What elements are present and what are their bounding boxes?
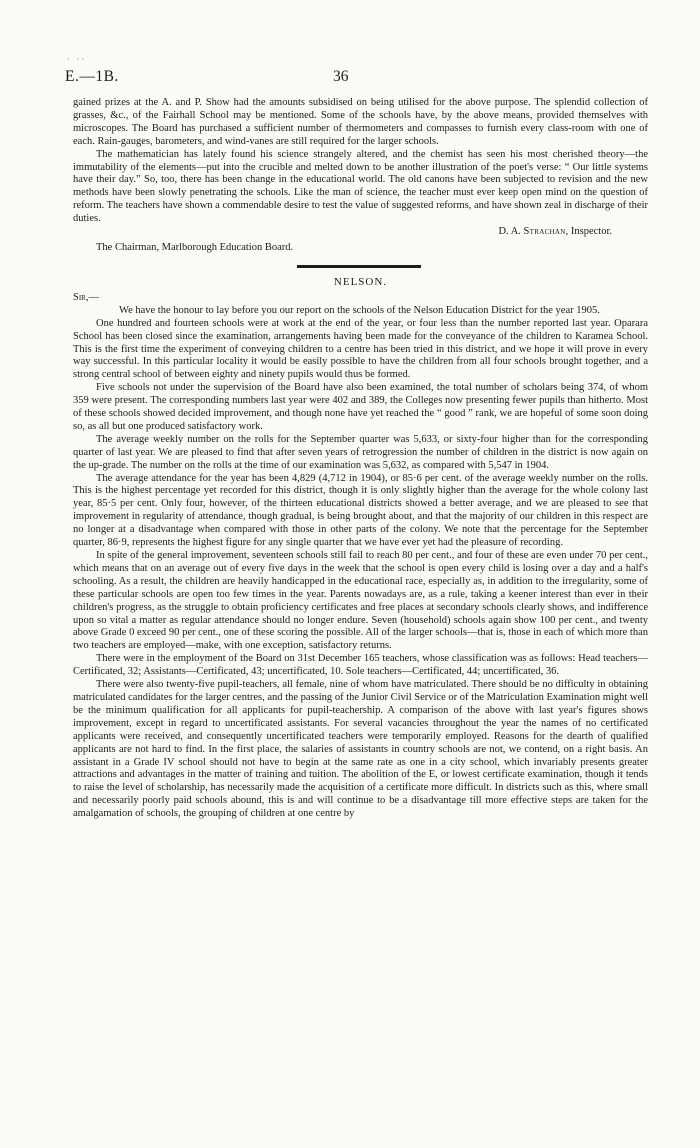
margin-specks: · ·· <box>67 54 87 64</box>
nelson-paragraph: In spite of the general improvement, seventeen schools still fail to reach 80 per cent., and four of these are even under 70 per cent., which means that on an average out of every five days in the week that the school is open every child is losing over a day and a half's schooling. As a result, the children are heavily handicapped in the educational race, especially as, in addition to the irregularity, some of these particular schools are open too few times in the year. Parents nowadays are, as a rule, taking a keener interest than ever in their children's progress, as the struggle to obtain proficiency certificates and free places at secondary schools clearly shows, and indifference upon so vital a matter as regular attendance should no longer endure. Seven (household) schools again show 100 per cent., and twenty above Grade 0 exceed 90 per cent., one of these scoring the possible. All of the larger schools—that is, those in each of which more than two teachers are employed—make, with one exception, satisfactory returns. <box>73 550 648 652</box>
nelson-paragraph: We have the honour to lay before you our report on the schools of the Nelson Education District for the year 1905. <box>119 304 600 316</box>
marlborough-paragraph: gained prizes at the A. and P. Show had the amounts subsidised on being utilised for the above purpose. The splendid collection of grasses, &c., of the Fairhall School may be mentioned. Some of the schools have, by the above means, provided themselves with microscopes. The Board has purchased a sufficient number of thermometers and compasses to furnish every class-room with one of each. Rain-gauges, barometers, and wind-vanes are still required for the larger schools. <box>73 97 648 147</box>
body-column <box>73 97 648 821</box>
signature-name: Strachan <box>523 226 566 238</box>
section-title-nelson: NELSON. <box>333 275 388 288</box>
addressee: The Chairman, Marlborough Education Board. <box>96 241 294 253</box>
document-reference: E.—1B. <box>65 68 119 85</box>
nelson-paragraph: Five schools not under the supervision of the Board have also been examined, the total number of scholars being 374, of whom 359 were present. The corresponding numbers last year were 402 and 389, the Colleges now presenting fewer pupils than hitherto. Most of these schools showed decided improvement, and though none have yet reached the “ good ” rank, we are hopeful of some soon doing so, as all but one produced satisfactory work. <box>73 382 648 432</box>
section-divider <box>297 265 421 268</box>
marlborough-paragraph: The mathematician has lately found his science strangely altered, and the chemist has seen his most cherished theory—the immutability of the elements—put into the crucible and melted down to be another illustration of the poet's verse: “ Our little systems have their day.” So, too, there has been change in the educational world. The old canons have been subjected to revision and the new methods have been slowly penetrating the schools. Like the man of science, the teacher must ever keep open mind on the question of reform. The teachers have shown a commendable desire to test the value of suggested reforms, and have shown zeal in discharge of their duties. <box>73 148 648 225</box>
page-header <box>65 54 650 88</box>
signature-initials: D. A. <box>498 226 521 238</box>
page-number: 36 <box>333 68 349 85</box>
nelson-paragraph: One hundred and fourteen schools were at work at the end of the year, or four less than the number reported last year. Oparara School has been closed since the examination, arrangements having been made for the conveyance of the children to Karamea School. This is the first time the experiment of conveying children to a centre has been tried in this district, and we hope it will prove in every way successful. In this particular locality it would be easily possible to have the children from all four schools brought together, and a strong central school of between eighty and ninety pupils would thus be formed. <box>73 317 648 381</box>
nelson-paragraph: There were also twenty-five pupil-teachers, all female, nine of whom have matriculated. There should be no difficulty in obtaining matriculated candidates for the larger centres, and the passing of the Junior Civil Service or of the Matriculation Examination might well be the minimum qualification for all applicants for pupil-teachership. A comparison of the above with last year's figures shows improvement, except in regard to uncertificated assistants. For several vacancies throughout the year the names of no certificated applicants were received, and consequently uncertificated teachers were temporarily employed. Reasons for the dearth of qualified applicants are not hard to find. In the first place, the salaries of assistants in country schools are not, we contend, on a right basis. An assistant in a Grade IV school should not have to begin at the same rate as one in a city school, which invariably presents greater attractions and advantages in the matter of training and tuition. The abolition of the E, or lowest certificate examination, though it tends to raise the level of scholarship, has necessarily made the acquisition of a certificate more difficult. In districts such as this, where small and necessarily poorly paid schools abound, this is and will continue to be a disadvantage till more effective steps are taken for the amalgamation of schools, the grouping of children at one centre by <box>73 679 648 820</box>
nelson-paragraph: The average weekly number on the rolls for the September quarter was 5,633, or sixty-four higher than for the corresponding quarter of last year. We are pleased to find that after seven years of retrogression the number of children in the district is now again on the up-grade. The number on the rolls at the time of our examination was 5,632, as compared with 5,547 in 1904. <box>73 433 648 471</box>
nelson-paragraph: There were in the employment of the Board on 31st December 165 teachers, whose classification was as follows: Head teachers—Certificated, 32; Assistants—Certificated, 43; uncertificated, 10. Sole teachers—Certificated, 44; uncertificated, 36. <box>73 653 648 678</box>
nelson-paragraph: The average attendance for the year has been 4,829 (4,712 in 1904), or 85·6 per cent. of the average weekly number on the rolls. This is the highest percentage yet recorded for this district, though it is only slightly higher than the average for the whole colony last year, 85·5 per cent. Only four, however, of the thirteen educational districts showed a better average, and we are pleased to see that improvement in regularity of attendance, though gradual, is being brought about, and that the majority of our children in this respect are no longer at a disadvantage when compared with those in other parts of the colony. We note that the percentage for the September quarter, 86·9, represents the highest figure for any single quarter that we have ever yet had the pleasure of recording. <box>73 472 648 549</box>
salutation: Sir,— <box>73 291 99 303</box>
signature-title: , Inspector. <box>565 226 612 238</box>
inspector-signature <box>73 226 648 239</box>
